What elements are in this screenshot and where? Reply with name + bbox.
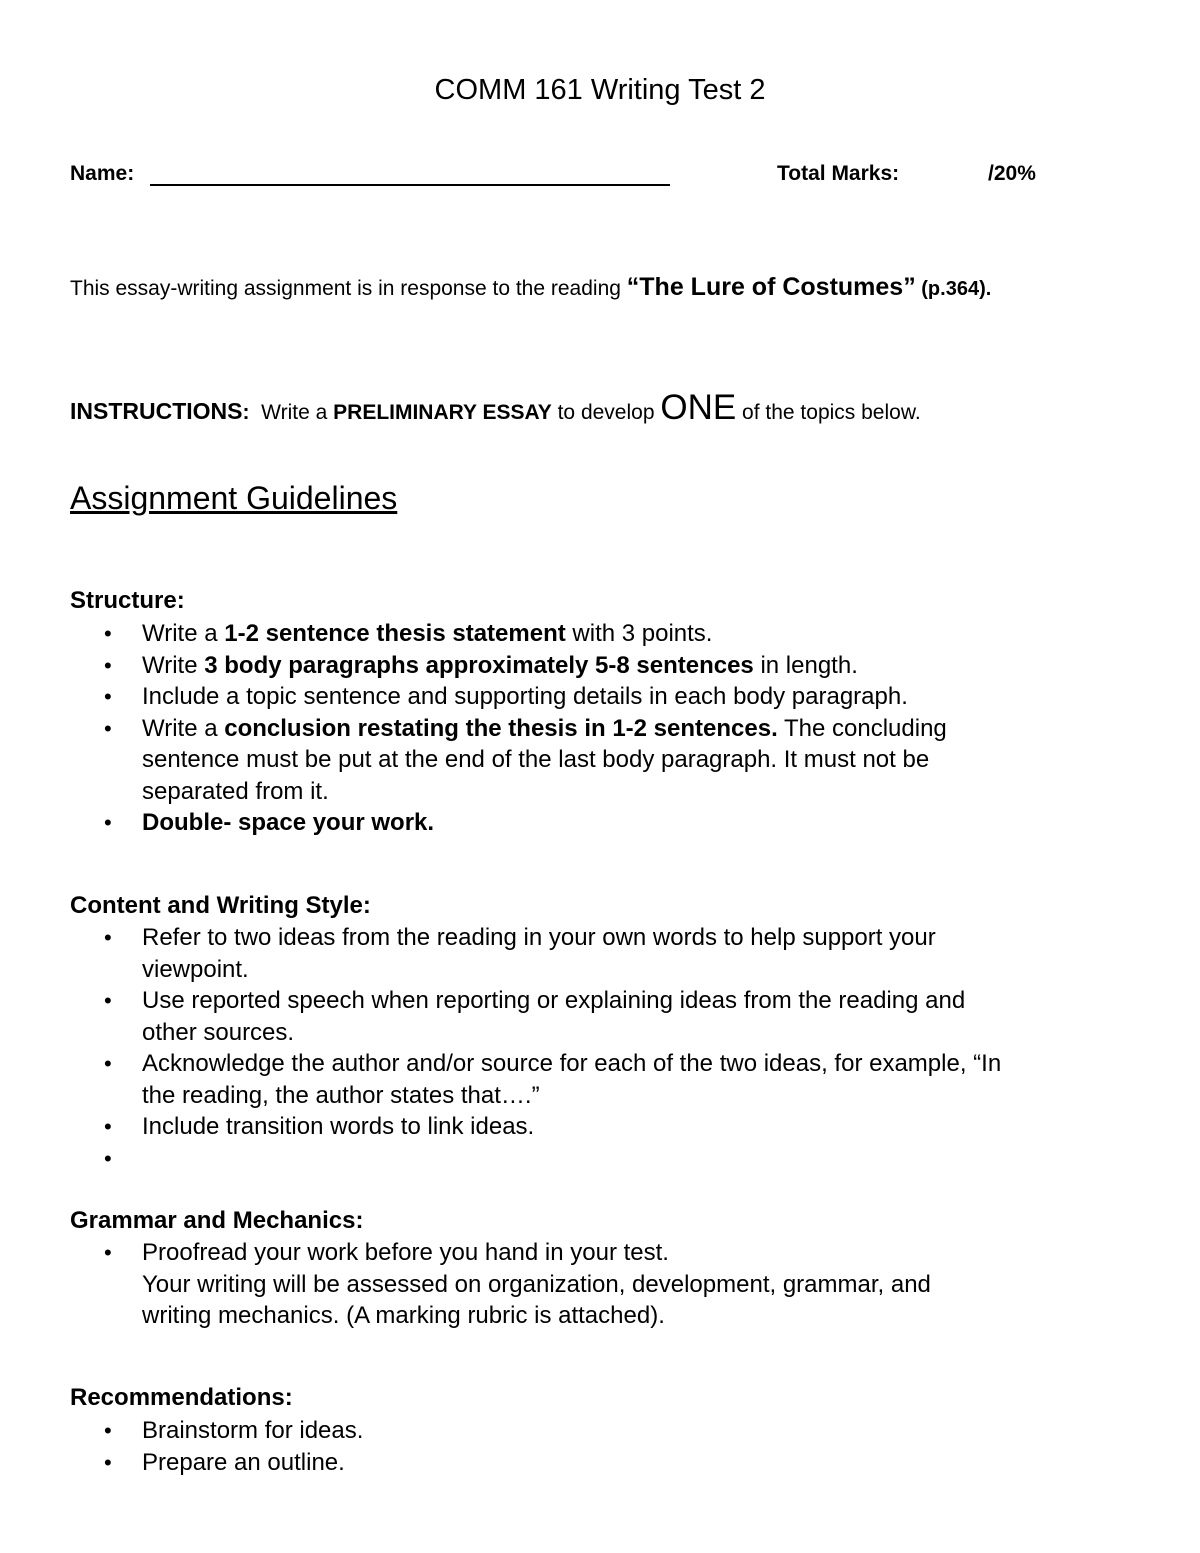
name-label: Name: <box>70 162 135 185</box>
name-blank-line <box>150 184 670 186</box>
instructions-text-1: Write a <box>249 401 334 424</box>
list-item: • Proofread your work before you hand in your test. Your writing will be assessed on organization, development, grammar, and writing mechanics. (A marking rubric is attached). <box>104 1239 931 1329</box>
guidelines-heading: Assignment Guidelines <box>70 480 398 516</box>
bullet-icon: • <box>104 684 112 709</box>
list-item: • Double- space your work. <box>0 807 1140 839</box>
reading-title: “The Lure of Costumes” <box>626 273 916 301</box>
list-item: • Write a 1-2 sentence thesis statement with 3 points. <box>0 618 1140 650</box>
bullet-icon: • <box>104 1114 112 1139</box>
document-title: COMM 161 Writing Test 2 <box>434 74 766 106</box>
list-item: • Refer to two ideas from the reading in your own words to help support your viewpoint. <box>104 924 936 983</box>
instructions-text-2: to develop <box>551 401 661 424</box>
bullet-icon: • <box>104 1240 112 1265</box>
total-marks-label: Total Marks: <box>777 162 900 185</box>
list-item: • Use reported speech when reporting or explaining ideas from the reading and other sources. <box>104 987 966 1046</box>
bullet-icon: • <box>104 715 112 741</box>
one-emphasis: ONE <box>660 388 737 427</box>
bullet-icon: • <box>104 1449 112 1475</box>
list-item: • Brainstorm for ideas. <box>0 1415 1140 1447</box>
bullet-icon: • <box>104 1145 112 1171</box>
bullet-icon: • <box>104 1418 112 1443</box>
instructions-text-3: of the topics below. <box>736 401 921 424</box>
instructions-paragraph <box>70 388 921 433</box>
page-reference: (p.364). <box>915 278 992 300</box>
essay-type: PRELIMINARY ESSAY <box>333 401 552 424</box>
structure-heading: Structure: <box>70 587 185 614</box>
intro-paragraph <box>70 270 991 306</box>
content-heading: Content and Writing Style: <box>70 892 371 919</box>
list-item: • Acknowledge the author and/or source for each of the two ideas, for example, “In the reading, the author states that….” <box>104 1050 1002 1109</box>
list-item: • Prepare an outline. <box>0 1447 1140 1479</box>
bullet-icon: • <box>104 652 112 678</box>
total-marks-value: /20% <box>988 162 1036 185</box>
bullet-icon: • <box>104 925 112 950</box>
recommendations-heading: Recommendations: <box>70 1384 293 1411</box>
bullet-icon: • <box>104 810 112 835</box>
grammar-list <box>0 1237 1140 1332</box>
instructions-label: INSTRUCTIONS <box>70 398 243 424</box>
recommendations-list <box>0 1415 1140 1478</box>
intro-text: This essay-writing assignment is in response to the reading <box>70 277 627 300</box>
list-item: • Write a conclusion restating the thesis in 1-2 sentences. The concluding sentence must be put at the end of the last body paragraph. It must not be separated from it. <box>104 714 947 805</box>
instructions-colon: : <box>242 401 250 424</box>
bullet-icon: • <box>104 988 112 1013</box>
bullet-icon: • <box>104 1051 112 1076</box>
list-item <box>0 1143 1140 1175</box>
structure-list <box>0 618 1140 839</box>
list-item: • Include transition words to link ideas. <box>0 1111 1140 1143</box>
content-list <box>0 922 1140 1174</box>
grammar-heading: Grammar and Mechanics: <box>70 1207 364 1234</box>
list-item: • Write 3 body paragraphs approximately 5-8 sentences in length. <box>0 650 1140 682</box>
list-item: • Include a topic sentence and supporting details in each body paragraph. <box>0 681 1140 713</box>
bullet-icon: • <box>104 621 112 646</box>
